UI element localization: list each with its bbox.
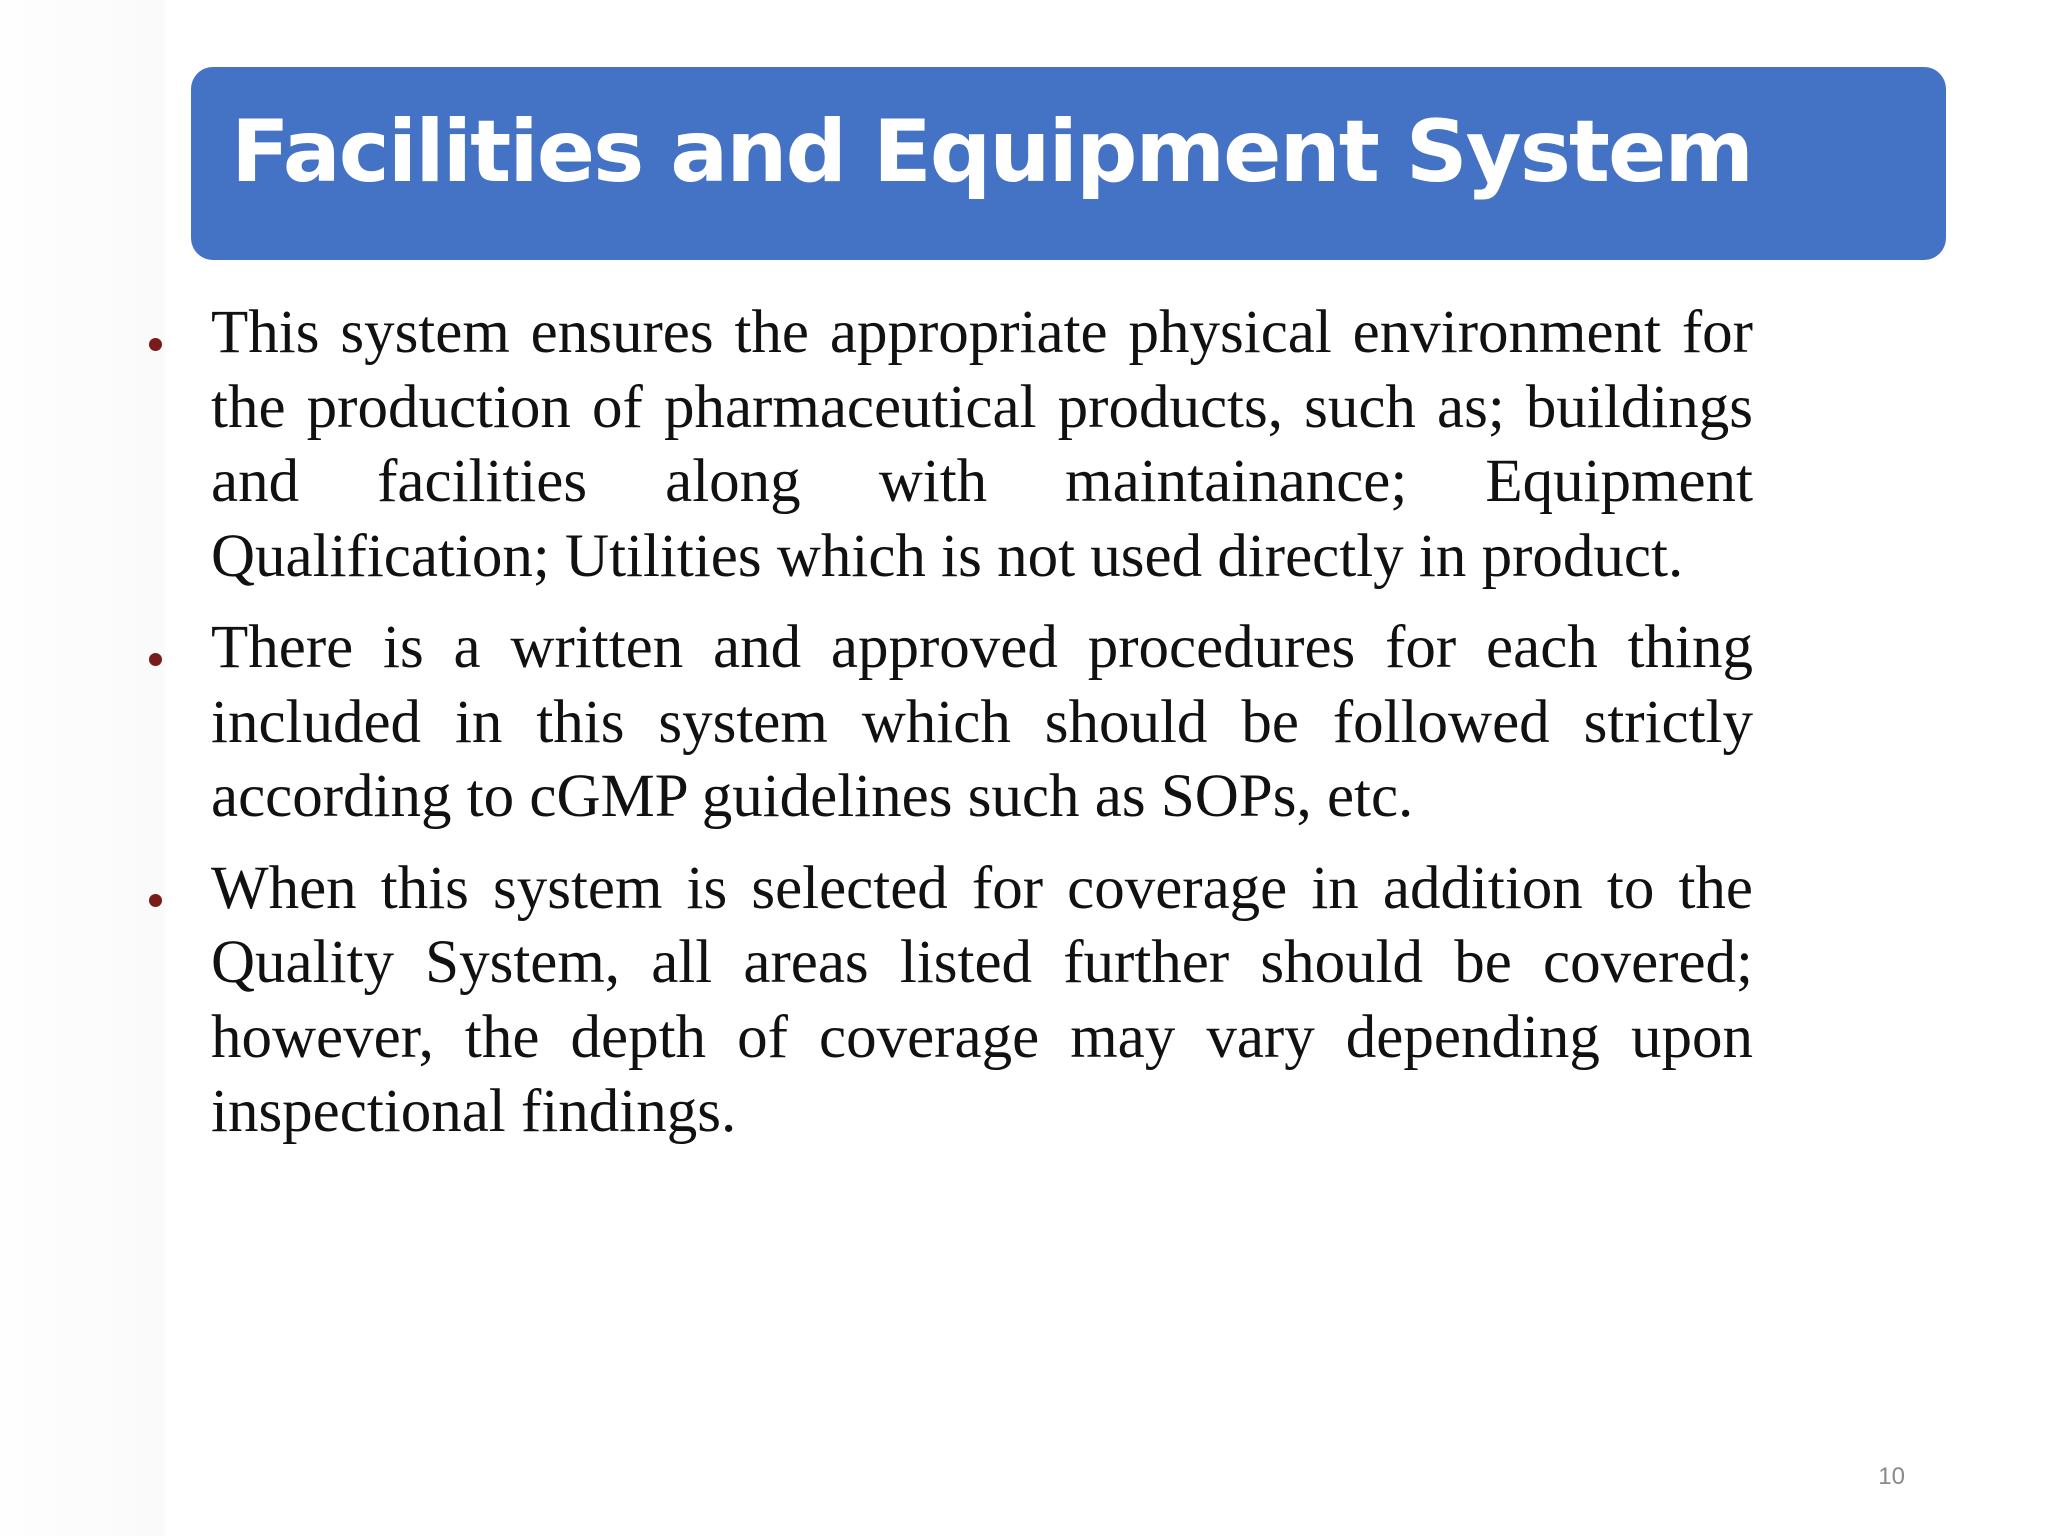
title-banner xyxy=(191,67,1946,260)
bullet-dot-icon xyxy=(149,894,162,907)
bullet-text: This system ensures the appropriate physical environment for the production of pharmaceutical products, such as; buildings and facilities along with maintainance; Equipment Qualification; Utilities which is not used directly in product. xyxy=(211,299,1753,590)
bullet-item xyxy=(143,611,1753,835)
bullet-item xyxy=(143,852,1753,1150)
page-number: 10 xyxy=(1878,1463,1905,1490)
bullet-dot-icon xyxy=(149,338,162,351)
slide-title: Facilities and Equipment System xyxy=(231,102,1752,202)
bullet-item xyxy=(143,296,1753,594)
bullet-dot-icon xyxy=(149,653,162,666)
bullet-list xyxy=(143,296,1753,1167)
slide-left-shade xyxy=(0,0,165,1536)
bullet-text: When this system is selected for coverage in addition to the Quality System, all areas listed further should be covered; however, the depth of coverage may vary depending upon inspectional findings. xyxy=(211,854,1753,1145)
bullet-text: There is a written and approved procedures for each thing included in this system which should be followed strictly according to cGMP guidelines such as SOPs, etc. xyxy=(211,614,1753,830)
